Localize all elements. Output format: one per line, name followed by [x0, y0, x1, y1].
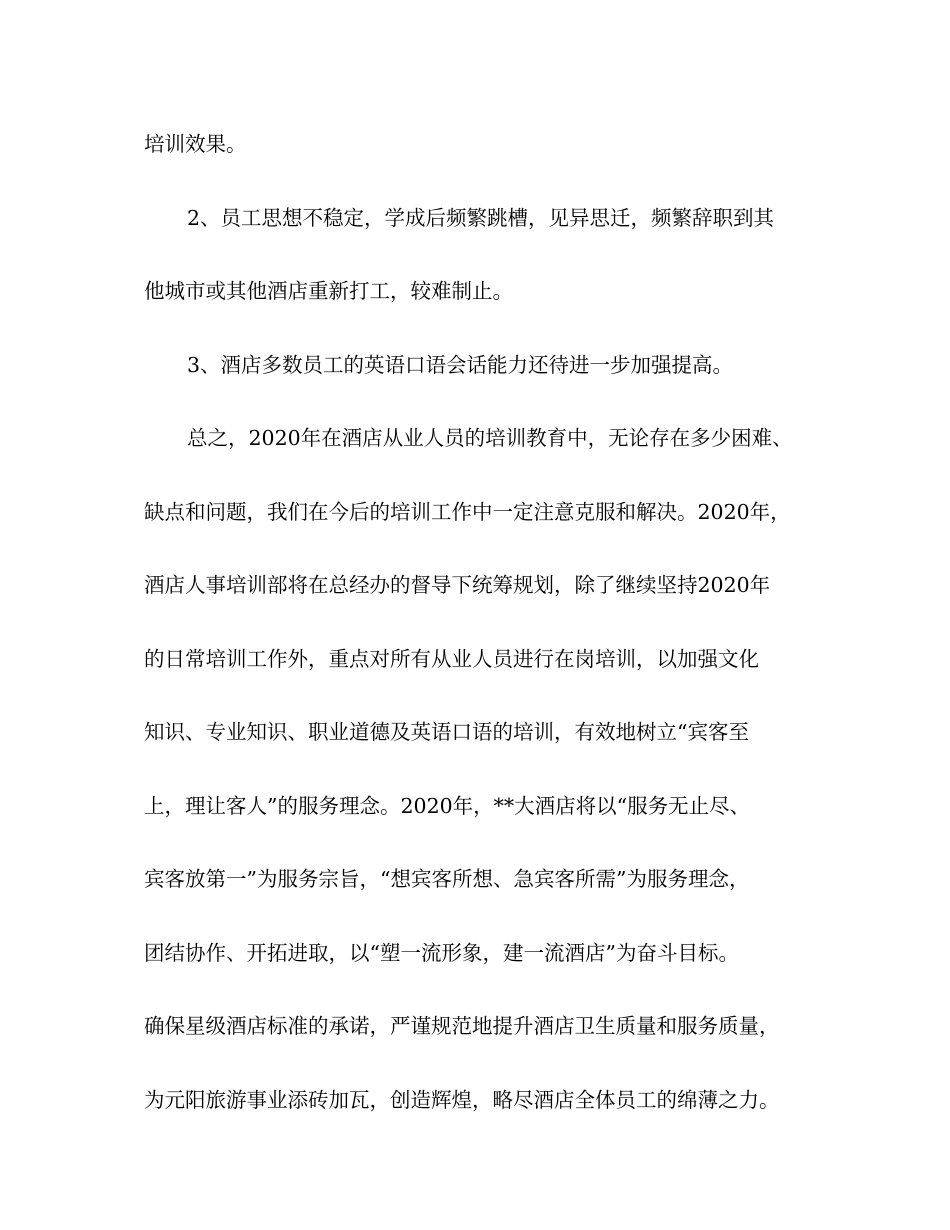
text-line: 培训效果。 [144, 132, 247, 156]
text-line: 的日常培训工作外，重点对所有从业人员进行在岗培训，以加强文化 [144, 647, 759, 671]
text-line: 总之，2020年在酒店从业人员的培训教育中，无论存在多少困难、 [187, 426, 793, 450]
text-line: 缺点和问题，我们在今后的培训工作中一定注意克服和解决。2020年， [144, 500, 791, 524]
text-line: 团结协作、开拓进取，以“塑一流形象，建一流酒店”为奋斗目标。 [144, 941, 739, 965]
text-line: 宾客放第一”为服务宗旨，“想宾客所想、急宾客所需”为服务理念， [144, 867, 750, 891]
text-line: 他城市或其他酒店重新打工，较难制止。 [144, 279, 513, 303]
text-line: 2、员工思想不稳定，学成后频繁跳槽，见异思迁，频繁辞职到其 [187, 206, 775, 230]
text-line: 酒店人事培训部将在总经办的督导下统筹规划，除了继续坚持2020年 [144, 573, 771, 597]
text-line: 上，理让客人”的服务理念。2020年，**大酒店将以“服务无止尽、 [144, 794, 751, 818]
text-line: 知识、专业知识、职业道德及英语口语的培训，有效地树立“宾客至 [144, 720, 749, 744]
text-line: 3、酒店多数员工的英语口语会话能力还待进一步加强提高。 [187, 353, 734, 377]
text-line: 确保星级酒店标准的承诺，严谨规范地提升酒店卫生质量和服务质量， [144, 1014, 780, 1038]
text-line: 为元阳旅游事业添砖加瓦，创造辉煌，略尽酒店全体员工的绵薄之力。 [144, 1088, 780, 1112]
